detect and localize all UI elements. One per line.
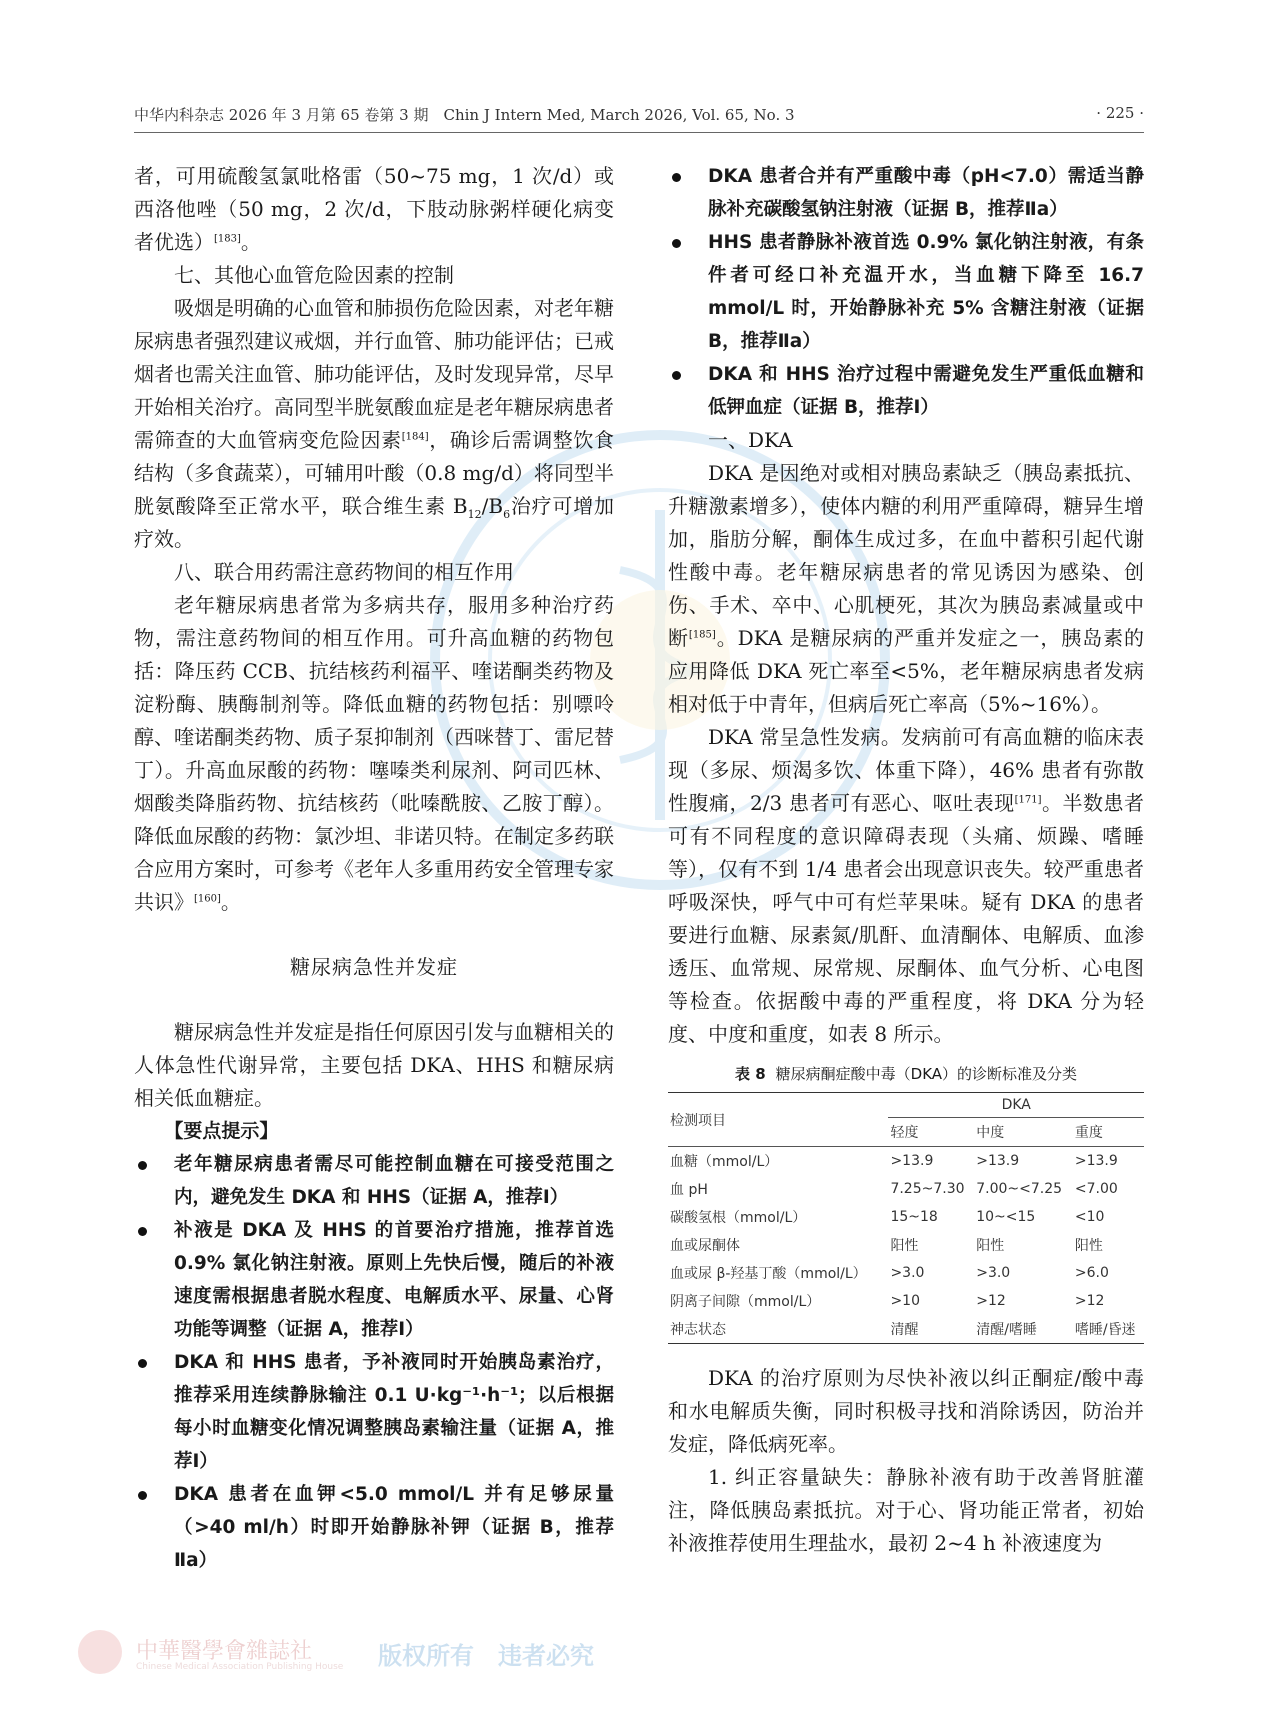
publisher-footer-mark — [78, 1630, 598, 1678]
journal-citation: 中华内科杂志 2026 年 3 月第 65 卷第 3 期 Chin J Intern Med, March 2026, Vol. 65, No. 3 — [134, 106, 795, 124]
paragraph-smoking: 吸烟是明确的心血管和肺损伤危险因素，对老年糖尿病患者强烈建议戒烟，并行血管、肺功能评估；已戒烟者也需关注血管、肺功能评估，及时发现异常，尽早开始相关治疗。高同型半胱氨酸血症是老年糖尿病患者需筛查的大血管病变危险因素[184]，确诊后需调整饮食结构（多食蔬菜），可辅用叶酸（0.8 mg/d）将同型半胱氨酸降至正常水平，联合维生素 $B_{12}/B_6$治疗可增加疗效。 — [134, 296, 615, 551]
table-row: 阴离子间隙（mmol/L） >10 >12 >12 — [670, 1293, 1105, 1310]
section-heading-8: 八、联合用药需注意药物间的相互作用 — [174, 560, 514, 584]
bullet-dot-icon — [138, 1491, 147, 1500]
table-row: 血 pH 7.25~7.30 7.00~<7.25 <7.00 — [670, 1181, 1118, 1198]
table-row: 碳酸氢根（mmol/L） 15~18 10~<15 <10 — [670, 1209, 1105, 1226]
table-row: 血糖（mmol/L） >13.9 >13.9 >13.9 — [670, 1153, 1118, 1170]
bullet-dot-icon — [672, 371, 681, 380]
table-header-level: 重度 — [1073, 1118, 1144, 1147]
bullet-dot-icon — [672, 239, 681, 248]
paragraph-drug-interactions: 老年糖尿病患者常为多病共存，服用多种治疗药物，需注意药物间的相互作用。可升高血糖的药物包括：降压药 CCB、抗结核药利福平、喹诺酮类药物及淀粉酶、胰酶制剂等。降低血糖的药物包括：别嘌呤醇、喹诺酮类药物、质子泵抑制剂（西咪替丁、雷尼替丁）。升高血尿酸的药物：噻嗪类利尿剂、阿司匹林、烟酸类降脂药物、抗结核药（吡嗪酰胺、乙胺丁醇）。降低血尿酸的药物：氯沙坦、非诺贝特。在制定多药联合应用方案时，可参考《老年人多重用药安全管理专家共识》[160]。 — [134, 593, 614, 914]
publisher-name: 中華醫學會雜誌社 — [136, 1639, 313, 1664]
citation: [171] — [1014, 794, 1042, 806]
table-row: 血或尿酮体 阳性 阳性 阳性 — [670, 1238, 1103, 1254]
keypoint-item: 补液是 DKA 及 HHS 的首要治疗措施，推荐首选 0.9% 氯化钠注射液。原则上先快后慢，随后的补液速度需根据患者脱水程度、电解质水平、尿量、心肾功能等调整（证据 A，推荐Ⅰ） — [134, 1214, 614, 1346]
table-header-group: DKA — [888, 1093, 1144, 1118]
page-number: · 225 · — [1096, 104, 1144, 122]
paragraph-treatment-principle: DKA 的治疗原则为尽快补液以纠正酮症/酸中毒和水电解质失衡，同时积极寻找和消除诱因，防治并发症，降低病死率。 — [668, 1366, 1144, 1456]
table-row: 神志状态 清醒 清醒/嗜睡 嗜睡/昏迷 — [668, 1315, 1144, 1344]
bullet-dot-icon — [138, 1161, 147, 1170]
keypoints-title: 【要点提示】 — [164, 1120, 279, 1142]
keypoint-item: DKA 和 HHS 患者，予补液同时开始胰岛素治疗，推荐采用连续静脉输注 0.1 U·kg⁻¹·h⁻¹；以后根据每小时血糖变化情况调整胰岛素输注量（证据 A，推荐Ⅰ） — [134, 1346, 614, 1478]
copyright-notice: 版权所有 违者必究 — [378, 1642, 594, 1670]
keypoints-list-continued — [668, 160, 1144, 424]
citation: [183] — [214, 233, 241, 245]
bullet-dot-icon — [138, 1227, 147, 1236]
keypoint-item: DKA 患者合并有严重酸中毒（pH<7.0）需适当静脉补充碳酸氢钠注射液（证据 B，推荐Ⅱa） — [668, 160, 1144, 226]
left-column — [134, 160, 614, 1577]
table-label: 表 8 — [734, 1065, 766, 1083]
table-caption — [668, 1063, 1144, 1084]
publisher-seal-icon — [78, 1630, 122, 1674]
table-row: 血或尿 β-羟基丁酸（mmol/L） >3.0 >3.0 >6.0 — [670, 1265, 1109, 1282]
table-header-item: 检测项目 — [668, 1093, 888, 1147]
chapter-title: 糖尿病急性并发症 — [290, 955, 458, 979]
citation: [160] — [194, 893, 221, 905]
table-header-level: 中度 — [974, 1118, 1073, 1147]
keypoint-item: DKA 患者在血钾<5.0 mmol/L 并有足够尿量（>40 ml/h）时即开始静脉补钾（证据 B，推荐Ⅱa） — [134, 1478, 614, 1577]
right-column — [668, 160, 1144, 1560]
publisher-name-en: Chinese Medical Association Publishing House — [136, 1662, 344, 1672]
header-rule — [134, 132, 1144, 133]
table-header-level: 轻度 — [888, 1118, 974, 1147]
paragraph-acute-complications: 糖尿病急性并发症是指任何原因引发与血糖相关的人体急性代谢异常，主要包括 DKA、HHS 和糖尿病相关低血糖症。 — [134, 1020, 614, 1110]
keypoint-item: DKA 和 HHS 治疗过程中需避免发生严重低血糖和低钾血症（证据 B，推荐Ⅰ） — [668, 358, 1144, 424]
citation: [185] — [688, 629, 716, 641]
bullet-dot-icon — [138, 1359, 147, 1368]
keypoint-item: 老年糖尿病患者需尽可能控制血糖在可接受范围之内，避免发生 DKA 和 HHS（证据 A，推荐Ⅰ） — [134, 1148, 614, 1214]
section-heading-dka: 一、DKA — [708, 428, 793, 452]
keypoint-item: HHS 患者静脉补液首选 0.9% 氯化钠注射液，有条件者可经口补充温开水，当血糖下降至 16.7 mmol/L 时，开始静脉补充 5% 含糖注射液（证据 B，推荐Ⅱa） — [668, 226, 1144, 358]
paragraph-dka-presentation: DKA 常呈急性发病。发病前可有高血糖的临床表现（多尿、烦渴多饮、体重下降），46% 患者有弥散性腹痛，2/3 患者可有恶心、呕吐表现[171]。半数患者可有不同程度的意识障碍表现（头痛、烦躁、嗜睡等），仅有不到 1/4 患者会出现意识丧失。较严重患者呼吸深快，呼气中可有烂苹果味。疑有 DKA 的患者要进行血糖、尿素氮/肌酐、血清酮体、电解质、血渗透压、血常规、尿常规、尿酮体、血气分析、心电图等检查。依据酸中毒的严重程度，将 DKA 分为轻度、中度和重度，如表 8 所示。 — [668, 725, 1144, 1046]
paragraph-dka-definition: DKA 是因绝对或相对胰岛素缺乏（胰岛素抵抗、升糖激素增多），使体内糖的利用严重障碍，糖异生增加，脂肪分解，酮体生成过多，在血中蓄积引起代谢性酸中毒。老年糖尿病患者的常见诱因为感染、创伤、手术、卒中、心肌梗死，其次为胰岛素减量或中断[185]。DKA 是糖尿病的严重并发症之一，胰岛素的应用降低 DKA 死亡率至<5%，老年糖尿病患者发病相对低于中青年，但病后死亡率高（5%~16%）。 — [668, 461, 1145, 716]
paragraph-fluid-replacement: 1. 纠正容量缺失：静脉补液有助于改善肾脏灌注，降低胰岛素抵抗。对于心、肾功能正常者，初始补液推荐使用生理盐水，最初 2~4 h 补液速度为 — [668, 1465, 1144, 1555]
bullet-dot-icon — [672, 173, 681, 182]
paragraph-antiplatelet: 者，可用硫酸氢氯吡格雷（50~75 mg，1 次/d）或西洛他唑（50 mg，2 次/d，下肢动脉粥样硬化病变者优选）[183]。 — [134, 164, 614, 254]
dka-criteria-table — [668, 1092, 1144, 1344]
keypoints-list — [134, 1148, 614, 1577]
section-heading-7: 七、其他心血管危险因素的控制 — [174, 263, 454, 287]
table-title: 糖尿病酮症酸中毒（DKA）的诊断标准及分类 — [775, 1065, 1078, 1083]
citation: [184] — [401, 431, 429, 443]
